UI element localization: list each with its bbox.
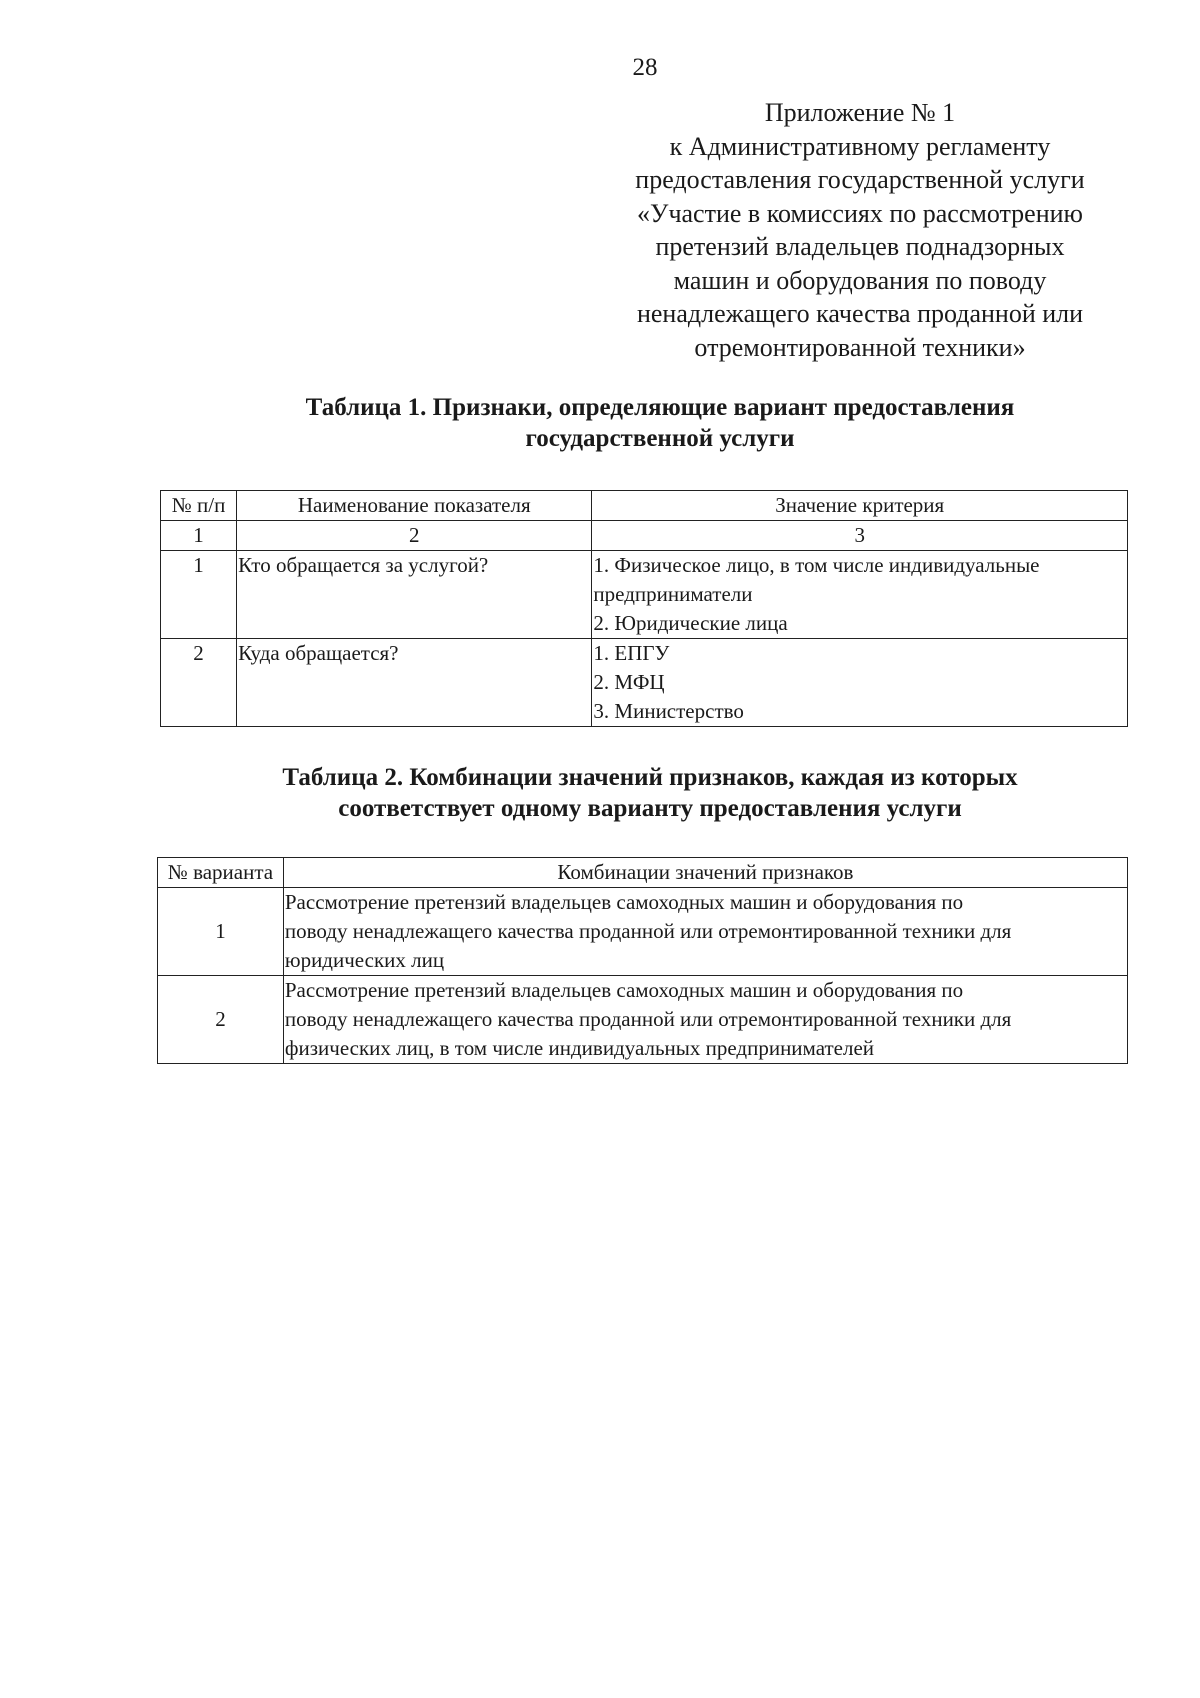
column-number-cell: 3 — [592, 521, 1128, 551]
header-cell-value: Значение критерия — [592, 491, 1128, 521]
appendix-line: отремонтированной техники» — [694, 332, 1026, 362]
variant-number: 1 — [158, 888, 284, 976]
header-cell-combinations: Комбинации значений признаков — [283, 858, 1127, 888]
indicator-name: Кто обращается за услугой? — [237, 551, 592, 639]
combination-line: Рассмотрение претензий владельцев самоходных машин и оборудования по — [284, 978, 964, 1002]
column-numbers-row — [161, 521, 1128, 551]
table-row — [158, 976, 1128, 1064]
row-number: 2 — [161, 639, 237, 727]
header-cell-name: Наименование показателя — [237, 491, 592, 521]
combinations-table — [157, 857, 1128, 1064]
page-number: 28 — [632, 54, 658, 81]
criterion-value: 2. МФЦ — [593, 670, 665, 694]
criterion-value: 3. Министерство — [593, 699, 744, 723]
combination-line: поводу ненадлежащего качества проданной или отремонтированной техники для — [284, 1007, 1012, 1031]
table-row — [161, 551, 1128, 639]
combination-text — [283, 976, 1127, 1064]
table-header-row — [161, 491, 1128, 521]
table2-title — [160, 762, 1140, 824]
combination-text — [283, 888, 1127, 976]
appendix-line: Приложение № 1 — [764, 98, 956, 127]
appendix-line: «Участие в комиссиях по рассмотрению — [637, 198, 1083, 228]
combination-line: физических лиц, в том числе индивидуальных предпринимателей — [284, 1036, 875, 1060]
column-number-cell: 2 — [237, 521, 592, 551]
criteria-table — [160, 490, 1128, 727]
criterion-values — [592, 639, 1128, 727]
criterion-value: 1. Физическое лицо, в том числе индивидуальные — [593, 553, 1040, 577]
appendix-header — [600, 96, 1120, 364]
table2-title-line: соответствует одному варианту предоставления услуги — [338, 795, 962, 822]
column-number-cell: 1 — [161, 521, 237, 551]
criterion-value: 2. Юридические лица — [593, 611, 788, 635]
table2-title-line: Таблица 2. Комбинации значений признаков, каждая из которых — [282, 764, 1018, 791]
criterion-value: предприниматели — [593, 582, 753, 606]
appendix-line: предоставления государственной услуги — [635, 165, 1085, 194]
appendix-line: претензий владельцев поднадзорных — [655, 232, 1065, 261]
appendix-line: ненадлежащего качества проданной или — [636, 299, 1084, 328]
table1-title — [170, 392, 1150, 454]
combination-line: юридических лиц — [284, 948, 445, 972]
combination-line: поводу ненадлежащего качества проданной или отремонтированной техники для — [284, 919, 1012, 943]
header-cell-variant: № варианта — [158, 858, 284, 888]
appendix-line: машин и оборудования по поводу — [673, 265, 1047, 295]
variant-number: 2 — [158, 976, 284, 1064]
header-cell-number: № п/п — [161, 491, 237, 521]
criterion-values — [592, 551, 1128, 639]
indicator-name: Куда обращается? — [237, 639, 592, 727]
table-header-row — [158, 858, 1128, 888]
row-number: 1 — [161, 551, 237, 639]
appendix-line: к Административному регламенту — [669, 131, 1051, 161]
table1-title-line: государственной услуги — [525, 425, 795, 452]
combination-line: Рассмотрение претензий владельцев самоходных машин и оборудования по — [284, 890, 964, 914]
table-row — [161, 639, 1128, 727]
table1-title-line: Таблица 1. Признаки, определяющие вариант предоставления — [305, 394, 1015, 421]
criterion-value: 1. ЕПГУ — [593, 641, 670, 665]
table-row — [158, 888, 1128, 976]
